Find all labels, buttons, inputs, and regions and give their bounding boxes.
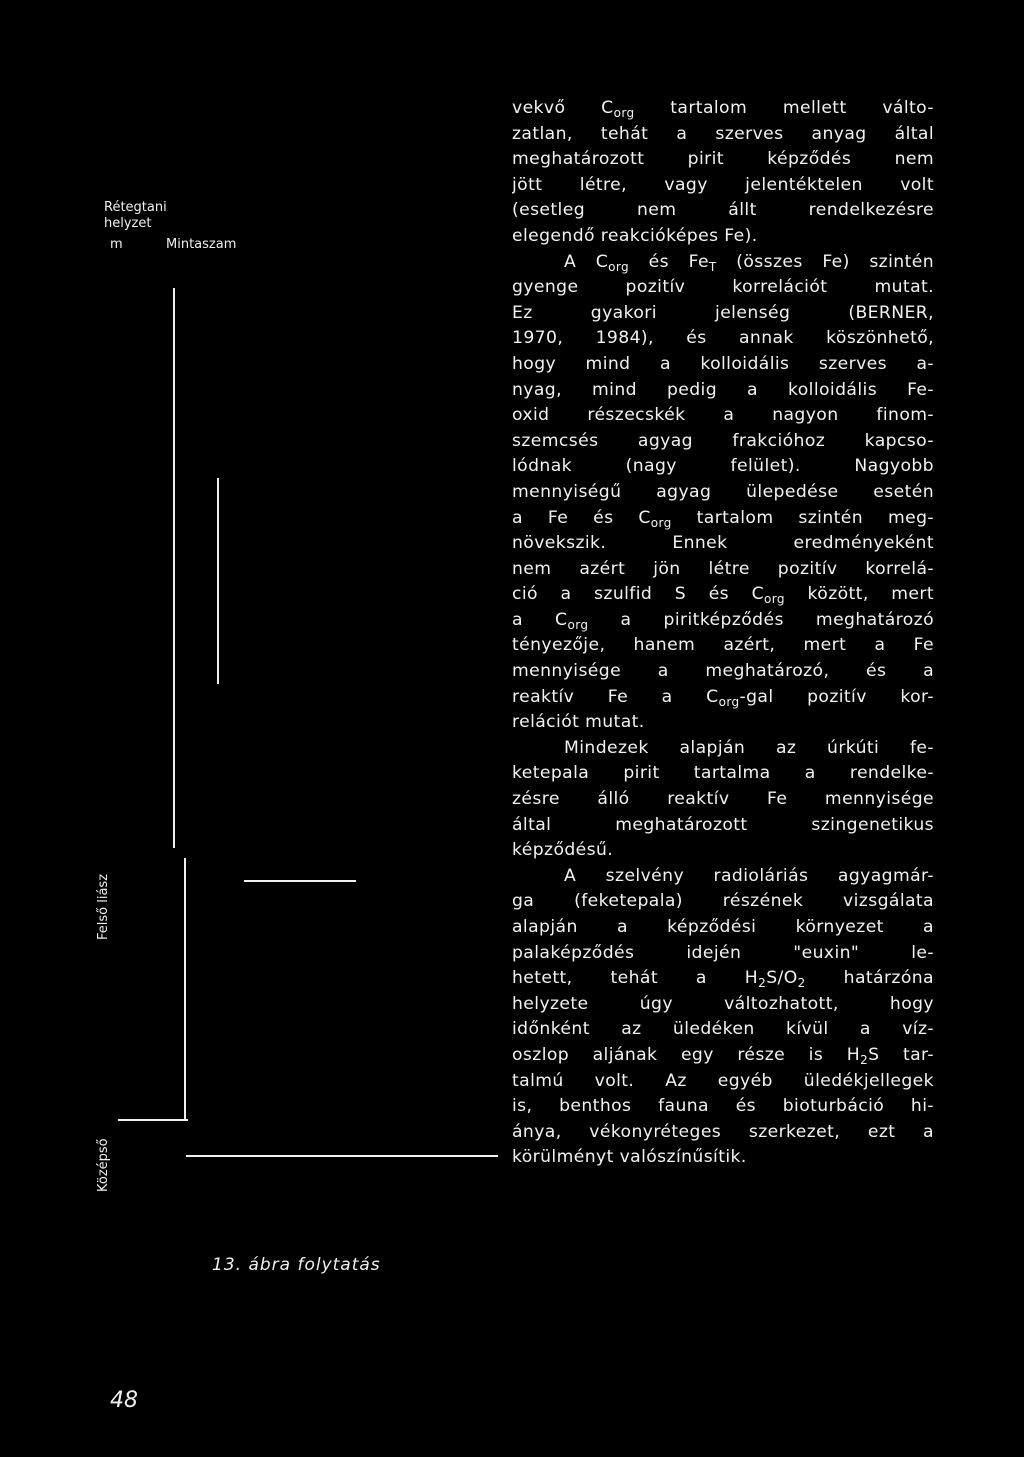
text-line (512, 1120, 934, 1146)
text-segment: talmú volt. Az egyéb üledékjellegek (512, 1070, 934, 1091)
text-line (512, 633, 934, 659)
text-line (512, 506, 934, 532)
text-segment: ánya, vékonyréteges szerkezet, ezt a (512, 1121, 934, 1142)
text-segment: képződésű. (512, 840, 614, 861)
text-line (512, 173, 934, 199)
stage-boundary-line (118, 1119, 188, 1121)
text-line (512, 96, 934, 122)
text-segment: (összes Fe) szintén (716, 251, 934, 272)
text-line (512, 736, 934, 762)
text-segment: elegendő reakcióképes Fe). (512, 225, 758, 246)
text-line (512, 1069, 934, 1095)
text-segment: vekvő C (512, 98, 614, 118)
text-line (512, 915, 934, 941)
text-segment: oszlop aljának egy része is H (512, 1044, 861, 1065)
text-segment: nem azért jön létre pozitív korrelá- (512, 558, 934, 579)
text-segment: növekszik. Ennek eredményeként (512, 533, 934, 554)
text-line (512, 813, 934, 839)
text-segment: A C (564, 251, 609, 272)
text-segment: meghatározott pirit képződés nem (512, 149, 934, 170)
column-line-lower (184, 858, 186, 1120)
text-segment: (esetleg nem állt rendelkezésre (512, 200, 934, 221)
text-line (512, 761, 934, 787)
text-segment: szemcsés agyag frakcióhoz kapcso- (512, 430, 934, 451)
text-line (512, 454, 934, 480)
text-line (512, 122, 934, 148)
text-segment: tényezője, hanem azért, mert a Fe (512, 635, 934, 656)
text-line (512, 889, 934, 915)
text-segment: ció a szulfid S és C (512, 584, 765, 605)
text-line (512, 864, 934, 890)
text-segment: időnként az üledéken kívül a víz- (512, 1019, 934, 1040)
subscript: org (650, 515, 672, 530)
text-line (512, 1017, 934, 1043)
subscript: 2 (797, 976, 806, 991)
text-segment: 1970, 1984), és annak köszönhető, (512, 328, 934, 349)
text-segment: a C (512, 609, 568, 630)
header-depth-m: m (110, 237, 123, 252)
text-line (512, 966, 934, 992)
text-line (512, 659, 934, 685)
boundary-mark-upper (244, 880, 356, 882)
text-segment: mennyiségű agyag ülepedése esetén (512, 481, 934, 502)
text-segment: körülményt valószínűsítik. (512, 1147, 747, 1168)
subscript: org (613, 106, 635, 121)
subscript: 2 (758, 976, 767, 991)
text-line (512, 685, 934, 711)
stage-label-middle: Középső (96, 1138, 111, 1192)
text-line (512, 1094, 934, 1120)
text-segment: jött létre, vagy jelentéktelen volt (512, 174, 934, 195)
text-segment: határzóna (805, 968, 934, 989)
text-segment: gyenge pozitív korrelációt mutat. (512, 277, 934, 298)
text-line (512, 582, 934, 608)
boundary-mark-lower (186, 1155, 498, 1157)
text-line (512, 1043, 934, 1069)
text-segment: a Fe és C (512, 507, 651, 528)
text-segment: palaképződés idején "euxin" le- (512, 942, 934, 963)
text-segment: hogy mind a kolloidális szerves a- (512, 353, 934, 374)
text-segment: tartalom mellett válto- (634, 98, 934, 118)
sample-interval-line (217, 478, 219, 684)
subscript: org (718, 694, 740, 709)
text-line (512, 838, 934, 864)
header-sample-number: Mintaszam (166, 237, 237, 252)
text-line (512, 250, 934, 276)
text-line (512, 992, 934, 1018)
text-segment: és Fe (629, 251, 709, 272)
text-segment: zésre álló reaktív Fe mennyisége (512, 789, 934, 810)
text-segment: reaktív Fe a C (512, 686, 719, 707)
text-segment: is, benthos fauna és bioturbáció hi- (512, 1096, 934, 1117)
body-text-column (512, 96, 934, 1171)
header-position: helyzet (104, 216, 152, 231)
text-segment: Ez gyakori jelenség (BERNER, (512, 302, 934, 323)
text-line (512, 787, 934, 813)
subscript: T (708, 259, 717, 274)
text-segment: lódnak (nagy felület). Nagyobb (512, 456, 934, 477)
text-line (512, 326, 934, 352)
text-segment: által meghatározott szingenetikus (512, 814, 934, 835)
text-segment: ga (feketepala) részének vizsgálata (512, 891, 934, 912)
text-segment: helyzete úgy változhatott, hogy (512, 993, 934, 1014)
text-line (512, 1145, 934, 1171)
subscript: 2 (860, 1053, 869, 1068)
text-line (512, 198, 934, 224)
text-line (512, 429, 934, 455)
text-segment: hetett, tehát a H (512, 968, 759, 989)
subscript: org (764, 592, 785, 607)
text-line (512, 480, 934, 506)
text-segment: mennyisége a meghatározó, és a (512, 661, 934, 682)
text-line (512, 352, 934, 378)
text-segment: Mindezek alapján az úrkúti fe- (564, 737, 934, 758)
text-segment: S/O (766, 968, 798, 989)
text-segment: ketepala pirit tartalma a rendelke- (512, 763, 934, 784)
text-segment: A szelvény radioláriás agyagmár- (564, 865, 934, 886)
text-segment: S tar- (868, 1044, 934, 1065)
text-segment: a piritképződés meghatározó (588, 609, 934, 630)
text-line (512, 403, 934, 429)
text-segment: között, mert (784, 584, 934, 605)
text-segment: zatlan, tehát a szerves anyag által (512, 123, 934, 144)
text-segment: nyag, mind pedig a kolloidális Fe- (512, 379, 934, 400)
text-segment: alapján a képződési környezet a (512, 917, 934, 937)
text-segment: oxid részecskék a nagyon finom- (512, 405, 934, 426)
text-line (512, 941, 934, 967)
text-line (512, 378, 934, 404)
text-line (512, 557, 934, 583)
stage-label-upper-lias: Felső liász (96, 873, 111, 940)
header-stratigraphic-position: Rétegtani (104, 200, 167, 215)
text-segment: tartalom szintén meg- (671, 507, 934, 528)
text-line (512, 531, 934, 557)
subscript: org (567, 618, 589, 633)
text-line (512, 301, 934, 327)
figure-caption: 13. ábra folytatás (212, 1255, 381, 1275)
text-line (512, 147, 934, 173)
text-line (512, 608, 934, 634)
page-number: 48 (110, 1388, 138, 1413)
text-segment: -gal pozitív kor- (739, 686, 934, 707)
column-line-upper (173, 288, 175, 848)
text-line (512, 275, 934, 301)
text-segment: relációt mutat. (512, 712, 645, 733)
text-line (512, 224, 934, 250)
subscript: org (608, 259, 630, 274)
text-line (512, 710, 934, 736)
